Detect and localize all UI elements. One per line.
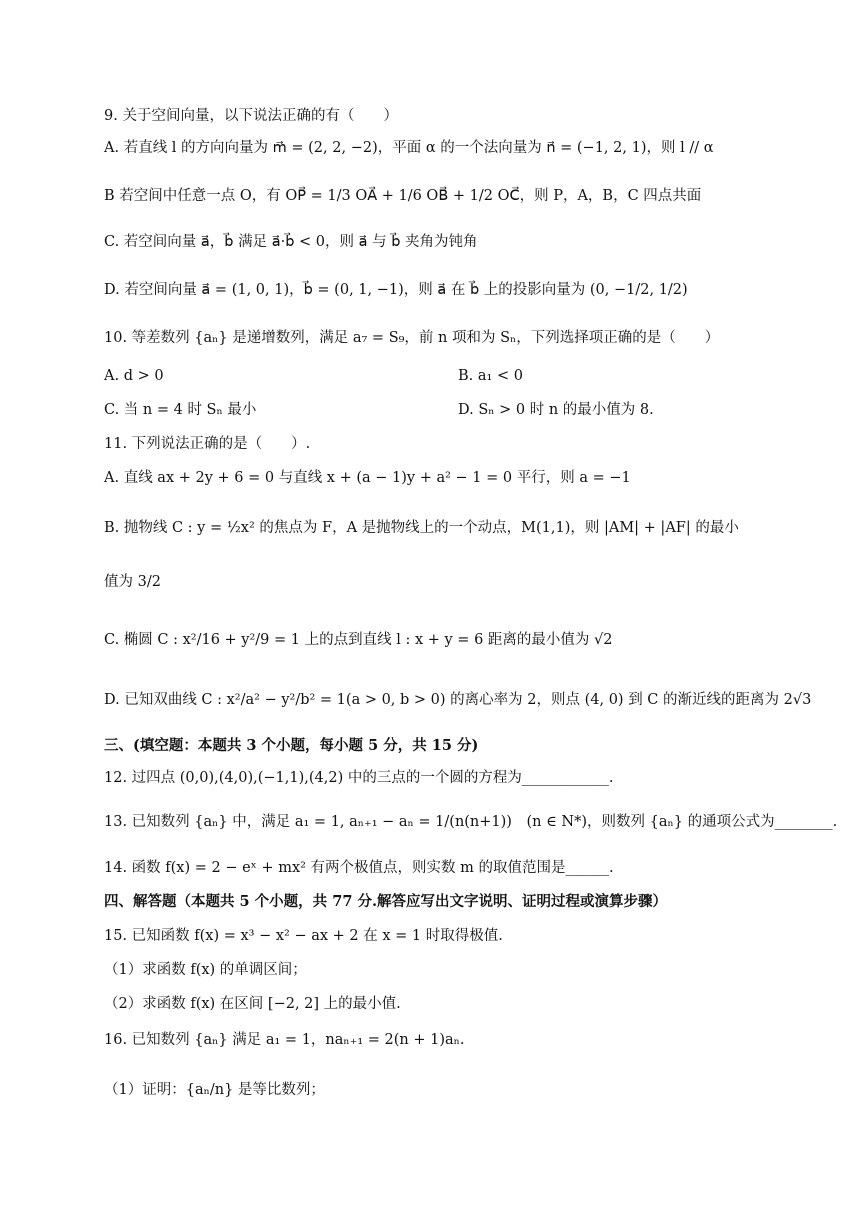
section-4-heading: 四、解答题（本题共 5 个小题，共 77 分.解答应写出文字说明、证明过程或演算步骤） xyxy=(104,893,668,910)
question-10-option-a: A. d > 0 xyxy=(104,368,164,384)
question-14: 14. 函数 f(x) = 2 − eˣ + mx² 有两个极值点，则实数 m 的取值范围是______. xyxy=(104,860,614,876)
section-3-heading: 三、(填空题：本题共 3 个小题，每小题 5 分，共 15 分) xyxy=(104,737,479,754)
question-15: 15. 已知函数 f(x) = x³ − x² − ax + 2 在 x = 1 时取得极值. xyxy=(104,928,503,944)
question-16-part-1: （1）证明：{aₙ/n} 是等比数列； xyxy=(104,1082,325,1098)
question-9-option-a: A. 若直线 l 的方向向量为 m⃗ = (2, 2, −2)，平面 α 的一个法向量为 n⃗ = (−1, 2, 1)，则 l // α xyxy=(104,140,714,156)
question-13: 13. 已知数列 {aₙ} 中，满足 a₁ = 1, aₙ₊₁ − aₙ = 1/(n(n+1)) (n ∈ N*)，则数列 {aₙ} 的通项公式为________. xyxy=(104,814,838,830)
question-15-part-1: （1）求函数 f(x) 的单调区间； xyxy=(104,962,307,978)
question-10-option-d: D. Sₙ > 0 时 n 的最小值为 8. xyxy=(458,402,654,418)
question-11-stem: 11. 下列说法正确的是（ ）. xyxy=(104,436,311,452)
question-10-stem: 10. 等差数列 {aₙ} 是递增数列，满足 a₇ = S₉，前 n 项和为 Sₙ，下列选择项正确的是（ ） xyxy=(104,330,720,346)
question-9-option-d: D. 若空间向量 a⃗ = (1, 0, 1)，b⃗ = (0, 1, −1)，则 a⃗ 在 b⃗ 上的投影向量为 (0, −1/2, 1/2) xyxy=(104,282,688,298)
question-11-option-b: B. 抛物线 C : y = ½x² 的焦点为 F，A 是抛物线上的一个动点，M(1,1)，则 |AM| + |AF| 的最小 xyxy=(104,520,739,536)
question-11-option-c: C. 椭圆 C : x²/16 + y²/9 = 1 上的点到直线 l : x + y = 6 距离的最小值为 √2 xyxy=(104,632,613,648)
question-11-option-b-cont: 值为 3/2 xyxy=(104,574,161,590)
question-9-stem: 9. 关于空间向量，以下说法正确的有（ ） xyxy=(104,108,398,124)
question-10-option-b: B. a₁ < 0 xyxy=(458,368,523,384)
question-12: 12. 过四点 (0,0),(4,0),(−1,1),(4,2) 中的三点的一个圆的方程为____________. xyxy=(104,770,614,786)
question-15-part-2: （2）求函数 f(x) 在区间 [−2, 2] 上的最小值. xyxy=(104,996,401,1012)
question-9-option-b: B 若空间中任意一点 O，有 OP⃗ = 1/3 OA⃗ + 1/6 OB⃗ + 1/2 OC⃗，则 P，A，B，C 四点共面 xyxy=(104,188,702,204)
question-10-option-c: C. 当 n = 4 时 Sₙ 最小 xyxy=(104,402,257,418)
question-9-option-c: C. 若空间向量 a⃗，b⃗ 满足 a⃗·b⃗ < 0，则 a⃗ 与 b⃗ 夹角为钝角 xyxy=(104,234,478,250)
question-11-option-a: A. 直线 ax + 2y + 6 = 0 与直线 x + (a − 1)y + a² − 1 = 0 平行，则 a = −1 xyxy=(104,470,631,486)
question-11-option-d: D. 已知双曲线 C : x²/a² − y²/b² = 1(a > 0, b > 0) 的离心率为 2，则点 (4, 0) 到 C 的渐近线的距离为 2√3 xyxy=(104,692,812,708)
question-16: 16. 已知数列 {aₙ} 满足 a₁ = 1，naₙ₊₁ = 2(n + 1)aₙ. xyxy=(104,1032,465,1048)
